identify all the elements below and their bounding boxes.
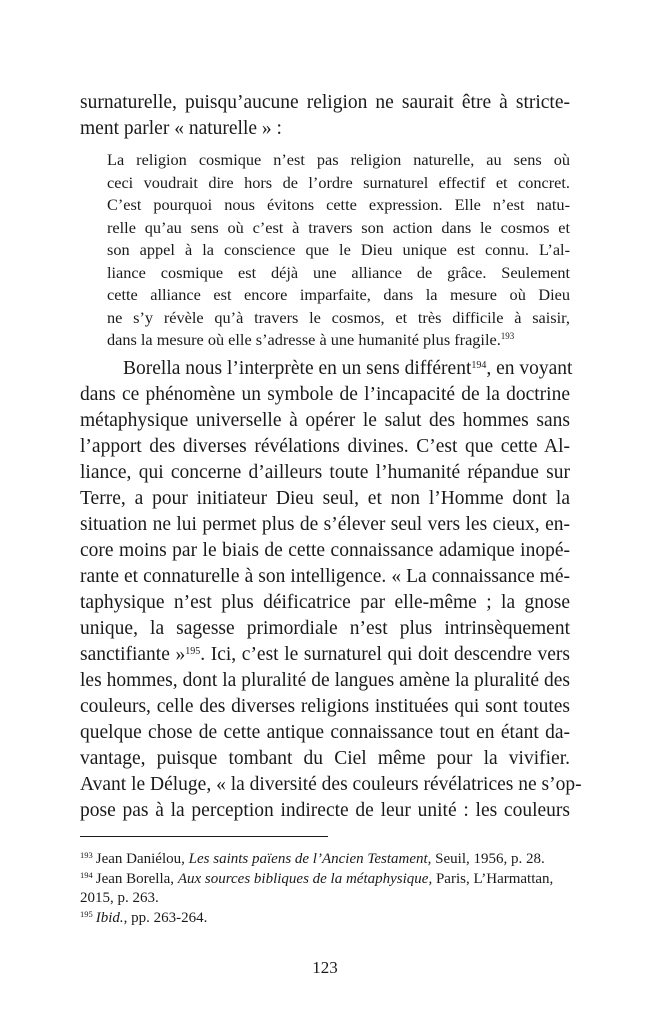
quote-line: ne s’y révèle qu’à travers le cosmos, et très difficile à saisir,: [107, 307, 570, 327]
page-number: 123: [312, 958, 338, 977]
text-line: surnaturelle, puisqu’aucune religion ne saurait être à stricte-: [80, 92, 570, 113]
paragraph-line: couleurs, celle des diverses religions instituées qui sont toutes: [80, 695, 570, 717]
text-run: Borella nous l’interprète en un sens différent: [123, 357, 472, 379]
paragraph-line: core moins par le biais de cette connaissance adamique inopé-: [80, 539, 570, 561]
paragraph-line: [80, 356, 573, 382]
quote-line: cette alliance est encore imparfaite, dans la mesure où Dieu: [107, 285, 570, 304]
footnote-ref-ibid: Ibid.: [95, 909, 124, 926]
footnote-separator: [80, 836, 328, 837]
footnote-author: Jean Daniélou,: [95, 851, 189, 867]
quote-text: dans la mesure où elle s’adresse à une humanité plus fragile.: [107, 330, 501, 349]
footnote-author: Jean Borella,: [95, 870, 178, 887]
paragraph-line: dans ce phénomène un symbole de l’incapacité de la doctrine: [80, 383, 570, 405]
quote-line: La religion cosmique n’est pas religion naturelle, au sens où: [107, 150, 570, 169]
paragraph-line: [80, 642, 570, 668]
footnote-title: Aux sources bibliques de la métaphysique,: [177, 870, 433, 887]
main-text: [80, 90, 582, 824]
paragraph-line: liance, qui concerne d’ailleurs toute l’humanité répandue sur: [80, 461, 570, 483]
paragraph-line: taphysique n’est plus déificatrice par elle-même ; la gnose: [80, 591, 570, 613]
paragraph-line: Terre, a pour initiateur Dieu seul, et non l’Homme dont la: [80, 487, 570, 509]
footnote-rest: , pp. 263-264.: [123, 909, 208, 926]
paragraph-line: métaphysique universelle à opérer le salut des hommes sans: [80, 409, 570, 431]
text-run: sanctifiante »: [80, 643, 186, 665]
quote-line: ceci voudrait dire hors de l’ordre surnaturel effectif et concret.: [107, 172, 570, 192]
footnote-194: [80, 870, 570, 890]
paragraph-line: situation ne lui permet plus de s’élever seul vers les cieux, en-: [80, 513, 570, 535]
paragraph-line: unique, la sagesse primordiale n’est plus intrinsèquement: [80, 617, 570, 639]
footnote-rest: Paris, L’Harmattan,: [432, 870, 554, 887]
footnote-number: 193: [80, 850, 93, 860]
text-run: , en voyant: [486, 357, 573, 379]
footnote-rest: Seuil, 1956, p. 28.: [431, 851, 545, 867]
paragraph-line: quelque chose de cette antique connaissance tout en étant da-: [80, 721, 570, 743]
footnote-ref-194[interactable]: 194: [471, 359, 487, 371]
paragraph-line: l’apport des diverses révélations divines. C’est que cette Al-: [80, 435, 570, 457]
footnote-number: 194: [80, 869, 93, 880]
paragraph-line: vantage, puisque tombant du Ciel même pour la vivifier.: [80, 747, 570, 769]
paragraph-line: Avant le Déluge, « la diversité des couleurs révélatrices ne s’op-: [80, 773, 582, 795]
footnote-193: [80, 850, 570, 870]
footnote-ref-193[interactable]: 193: [500, 331, 515, 341]
quote-line: relle qu’au sens où c’est à travers son action dans le cosmos et: [107, 217, 570, 237]
quote-line: [107, 329, 570, 352]
paragraph-line: pose pas à la perception indirecte de leur unité : les couleurs: [80, 799, 570, 821]
quote-line: liance cosmique est déjà une alliance de grâce. Seulement: [107, 262, 570, 282]
footnote-195: [80, 909, 570, 929]
block-quote: [107, 149, 570, 352]
footnote-194-continued: 2015, p. 263.: [80, 890, 159, 906]
footnotes: [80, 850, 570, 928]
footnote-number: 195: [80, 908, 93, 919]
quote-line: C’est pourquoi nous évitons cette expression. Elle n’est natu-: [107, 195, 570, 214]
paragraph-line: les hommes, dont la pluralité de langues amène la pluralité des: [80, 669, 570, 691]
footnote-ref-195[interactable]: 195: [185, 645, 201, 657]
quote-line: son appel à la conscience que le Dieu unique est connu. L’al-: [107, 240, 570, 259]
paragraph-line: rante et connaturelle à son intelligence. « La connaissance mé-: [80, 565, 570, 587]
text-run: . Ici, c’est le surnaturel qui doit descendre vers: [200, 643, 571, 665]
text-line: ment parler « naturelle » :: [80, 118, 282, 139]
footnote-title: Les saints païens de l’Ancien Testament,: [188, 851, 432, 867]
